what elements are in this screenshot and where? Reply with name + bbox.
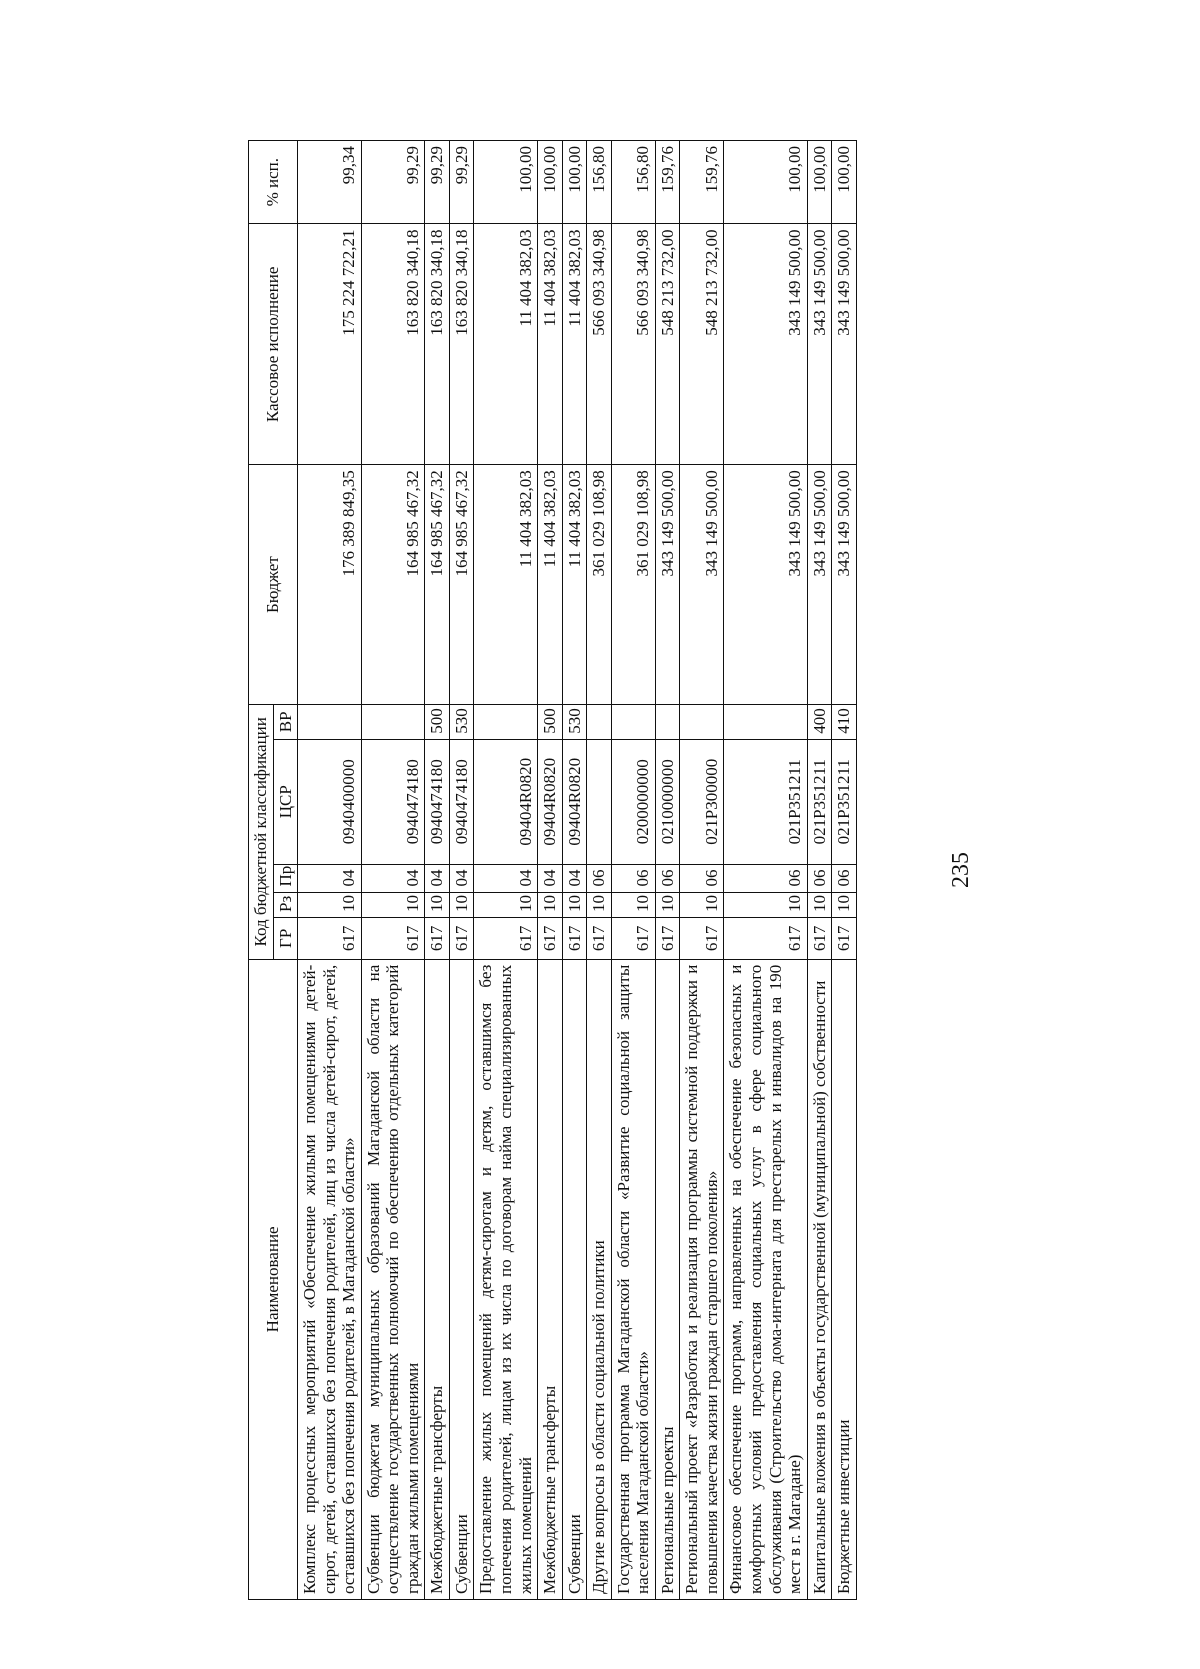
row-vr (724, 704, 807, 739)
row-csr: 021P300000 (680, 739, 724, 864)
table-row (361, 141, 425, 1600)
row-csr: 0210000000 (655, 739, 680, 864)
header-pct: % исп. (249, 141, 298, 224)
row-budget: 361 029 108,98 (587, 465, 612, 705)
row-pr: 04 (361, 864, 425, 892)
header-vr: ВР (273, 704, 298, 739)
row-csr: 0940474180 (425, 739, 450, 864)
row-pct: 159,76 (655, 141, 680, 224)
table-row (724, 141, 807, 1600)
table-row (474, 141, 538, 1600)
row-pct: 100,00 (832, 141, 857, 224)
row-vr (611, 704, 655, 739)
page-number: 235 (948, 852, 974, 888)
row-gr: 617 (449, 918, 474, 960)
table-row (807, 141, 832, 1600)
row-gr: 617 (562, 918, 587, 960)
row-cash: 175 224 722,21 (298, 224, 362, 465)
table-row (680, 141, 724, 1600)
table-row (449, 141, 474, 1600)
row-pr: 06 (611, 864, 655, 892)
row-name: Межбюджетные трансферты (538, 959, 563, 1599)
row-pr: 04 (474, 864, 538, 892)
row-pr: 04 (425, 864, 450, 892)
row-vr (474, 704, 538, 739)
row-pr: 06 (807, 864, 832, 892)
header-budget: Бюджет (249, 465, 298, 705)
row-pct: 100,00 (562, 141, 587, 224)
header-row-1 (249, 141, 274, 1600)
row-gr: 617 (807, 918, 832, 960)
row-name: Региональные проекты (655, 959, 680, 1599)
row-vr (680, 704, 724, 739)
row-pr: 06 (587, 864, 612, 892)
row-name: Субвенции (449, 959, 474, 1599)
row-gr: 617 (832, 918, 857, 960)
row-name: Субвенции бюджетам муниципальных образований Магаданской области на осуществление государственных полномочий по обеспечению отдельных категорий граждан жилыми помещениями (361, 959, 425, 1599)
row-cash: 548 213 732,00 (655, 224, 680, 465)
row-cash: 548 213 732,00 (680, 224, 724, 465)
row-cash: 163 820 340,18 (361, 224, 425, 465)
row-vr: 400 (807, 704, 832, 739)
row-gr: 617 (298, 918, 362, 960)
table-row (611, 141, 655, 1600)
row-vr: 530 (449, 704, 474, 739)
row-rz: 10 (655, 892, 680, 917)
row-csr: 0940474180 (361, 739, 425, 864)
header-pr: Пр (273, 864, 298, 892)
row-pct: 156,80 (611, 141, 655, 224)
row-name: Капитальные вложения в объекты государственной (муниципальной) собственности (807, 959, 832, 1599)
row-budget: 343 149 500,00 (807, 465, 832, 705)
row-pr: 04 (562, 864, 587, 892)
row-rz: 10 (449, 892, 474, 917)
row-csr: 09404R0820 (562, 739, 587, 864)
row-budget: 343 149 500,00 (655, 465, 680, 705)
row-budget: 164 985 467,32 (361, 465, 425, 705)
row-name: Комплекс процессных мероприятий «Обеспечение жилыми помещениями детей-сирот, детей, оставшихся без попечения родителей, лиц из числа детей-сирот, детей, оставшихся без попечения родителей, в Магаданской области» (298, 959, 362, 1599)
row-gr: 617 (680, 918, 724, 960)
table-row (562, 141, 587, 1600)
row-pct: 99,34 (298, 141, 362, 224)
row-name: Субвенции (562, 959, 587, 1599)
row-rz: 10 (724, 892, 807, 917)
table-row (538, 141, 563, 1600)
row-pr: 06 (724, 864, 807, 892)
row-cash: 11 404 382,03 (562, 224, 587, 465)
row-pr: 04 (538, 864, 563, 892)
row-cash: 163 820 340,18 (449, 224, 474, 465)
row-rz: 10 (361, 892, 425, 917)
row-rz: 10 (832, 892, 857, 917)
row-name: Межбюджетные трансферты (425, 959, 450, 1599)
header-rz: Рз (273, 892, 298, 917)
row-cash: 566 093 340,98 (587, 224, 612, 465)
row-name: Бюджетные инвестиции (832, 959, 857, 1599)
row-csr: 09404R0820 (538, 739, 563, 864)
budget-table (248, 140, 857, 1600)
row-cash: 566 093 340,98 (611, 224, 655, 465)
header-csr: ЦСР (273, 739, 298, 864)
row-vr (361, 704, 425, 739)
row-rz: 10 (538, 892, 563, 917)
row-budget: 11 404 382,03 (538, 465, 563, 705)
row-vr: 530 (562, 704, 587, 739)
row-rz: 10 (425, 892, 450, 917)
row-pct: 100,00 (538, 141, 563, 224)
row-name: Региональный проект «Разработка и реализация программы системной поддержки и повышения качества жизни граждан старшего поколения» (680, 959, 724, 1599)
table-row (425, 141, 450, 1600)
row-csr: 0940400000 (298, 739, 362, 864)
row-vr: 410 (832, 704, 857, 739)
row-csr: 09404R0820 (474, 739, 538, 864)
row-budget: 343 149 500,00 (832, 465, 857, 705)
row-cash: 343 149 500,00 (832, 224, 857, 465)
row-budget: 164 985 467,32 (425, 465, 450, 705)
row-pct: 100,00 (474, 141, 538, 224)
row-cash: 163 820 340,18 (425, 224, 450, 465)
row-pct: 99,29 (449, 141, 474, 224)
row-vr: 500 (538, 704, 563, 739)
row-budget: 11 404 382,03 (474, 465, 538, 705)
row-csr: 0940474180 (449, 739, 474, 864)
row-gr: 617 (425, 918, 450, 960)
row-rz: 10 (611, 892, 655, 917)
row-gr: 617 (724, 918, 807, 960)
row-vr (587, 704, 612, 739)
row-gr: 617 (655, 918, 680, 960)
row-gr: 617 (361, 918, 425, 960)
row-cash: 11 404 382,03 (538, 224, 563, 465)
row-vr (655, 704, 680, 739)
row-pct: 100,00 (807, 141, 832, 224)
row-cash: 343 149 500,00 (807, 224, 832, 465)
row-budget: 361 029 108,98 (611, 465, 655, 705)
row-name: Другие вопросы в области социальной политики (587, 959, 612, 1599)
row-csr: 021P351211 (807, 739, 832, 864)
row-pct: 159,76 (680, 141, 724, 224)
row-rz: 10 (298, 892, 362, 917)
row-budget: 343 149 500,00 (724, 465, 807, 705)
row-name: Предоставление жилых помещений детям-сиротам и детям, оставшимся без попечения родителей, лицам из их числа по договорам найма специализированных жилых помещений (474, 959, 538, 1599)
row-gr: 617 (474, 918, 538, 960)
row-budget: 164 985 467,32 (449, 465, 474, 705)
row-vr: 500 (425, 704, 450, 739)
table-row (832, 141, 857, 1600)
row-csr: 0200000000 (611, 739, 655, 864)
row-gr: 617 (587, 918, 612, 960)
header-code-group: Код бюджетной классификации (249, 704, 274, 959)
row-csr: 021P351211 (724, 739, 807, 864)
row-pr: 04 (298, 864, 362, 892)
table-row (655, 141, 680, 1600)
row-pct: 100,00 (724, 141, 807, 224)
row-rz: 10 (474, 892, 538, 917)
row-name: Финансовое обеспечение программ, направленных на обеспечение безопасных и комфортных условий предоставления социальных услуг в сфере социального обслуживания (Строительство дома-интерната для престарелых и инвалидов на 190 мест в г. Магадане) (724, 959, 807, 1599)
row-cash: 343 149 500,00 (724, 224, 807, 465)
row-rz: 10 (562, 892, 587, 917)
row-rz: 10 (587, 892, 612, 917)
row-pct: 156,80 (587, 141, 612, 224)
row-rz: 10 (680, 892, 724, 917)
rotated-page-content (248, 140, 998, 1600)
row-csr: 021P351211 (832, 739, 857, 864)
table-row (298, 141, 362, 1600)
row-budget: 11 404 382,03 (562, 465, 587, 705)
row-cash: 11 404 382,03 (474, 224, 538, 465)
row-budget: 176 389 849,35 (298, 465, 362, 705)
row-pct: 99,29 (361, 141, 425, 224)
row-csr (587, 739, 612, 864)
row-gr: 617 (611, 918, 655, 960)
table-row (587, 141, 612, 1600)
row-pct: 99,29 (425, 141, 450, 224)
row-rz: 10 (807, 892, 832, 917)
row-pr: 06 (655, 864, 680, 892)
header-name: Наименование (249, 959, 298, 1599)
header-gr: ГР (273, 918, 298, 960)
row-gr: 617 (538, 918, 563, 960)
row-pr: 06 (680, 864, 724, 892)
row-name: Государственная программа Магаданской области «Развитие социальной защиты населения Магаданской области» (611, 959, 655, 1599)
row-pr: 06 (832, 864, 857, 892)
row-budget: 343 149 500,00 (680, 465, 724, 705)
header-cash: Кассовое исполнение (249, 224, 298, 465)
row-pr: 04 (449, 864, 474, 892)
row-vr (298, 704, 362, 739)
